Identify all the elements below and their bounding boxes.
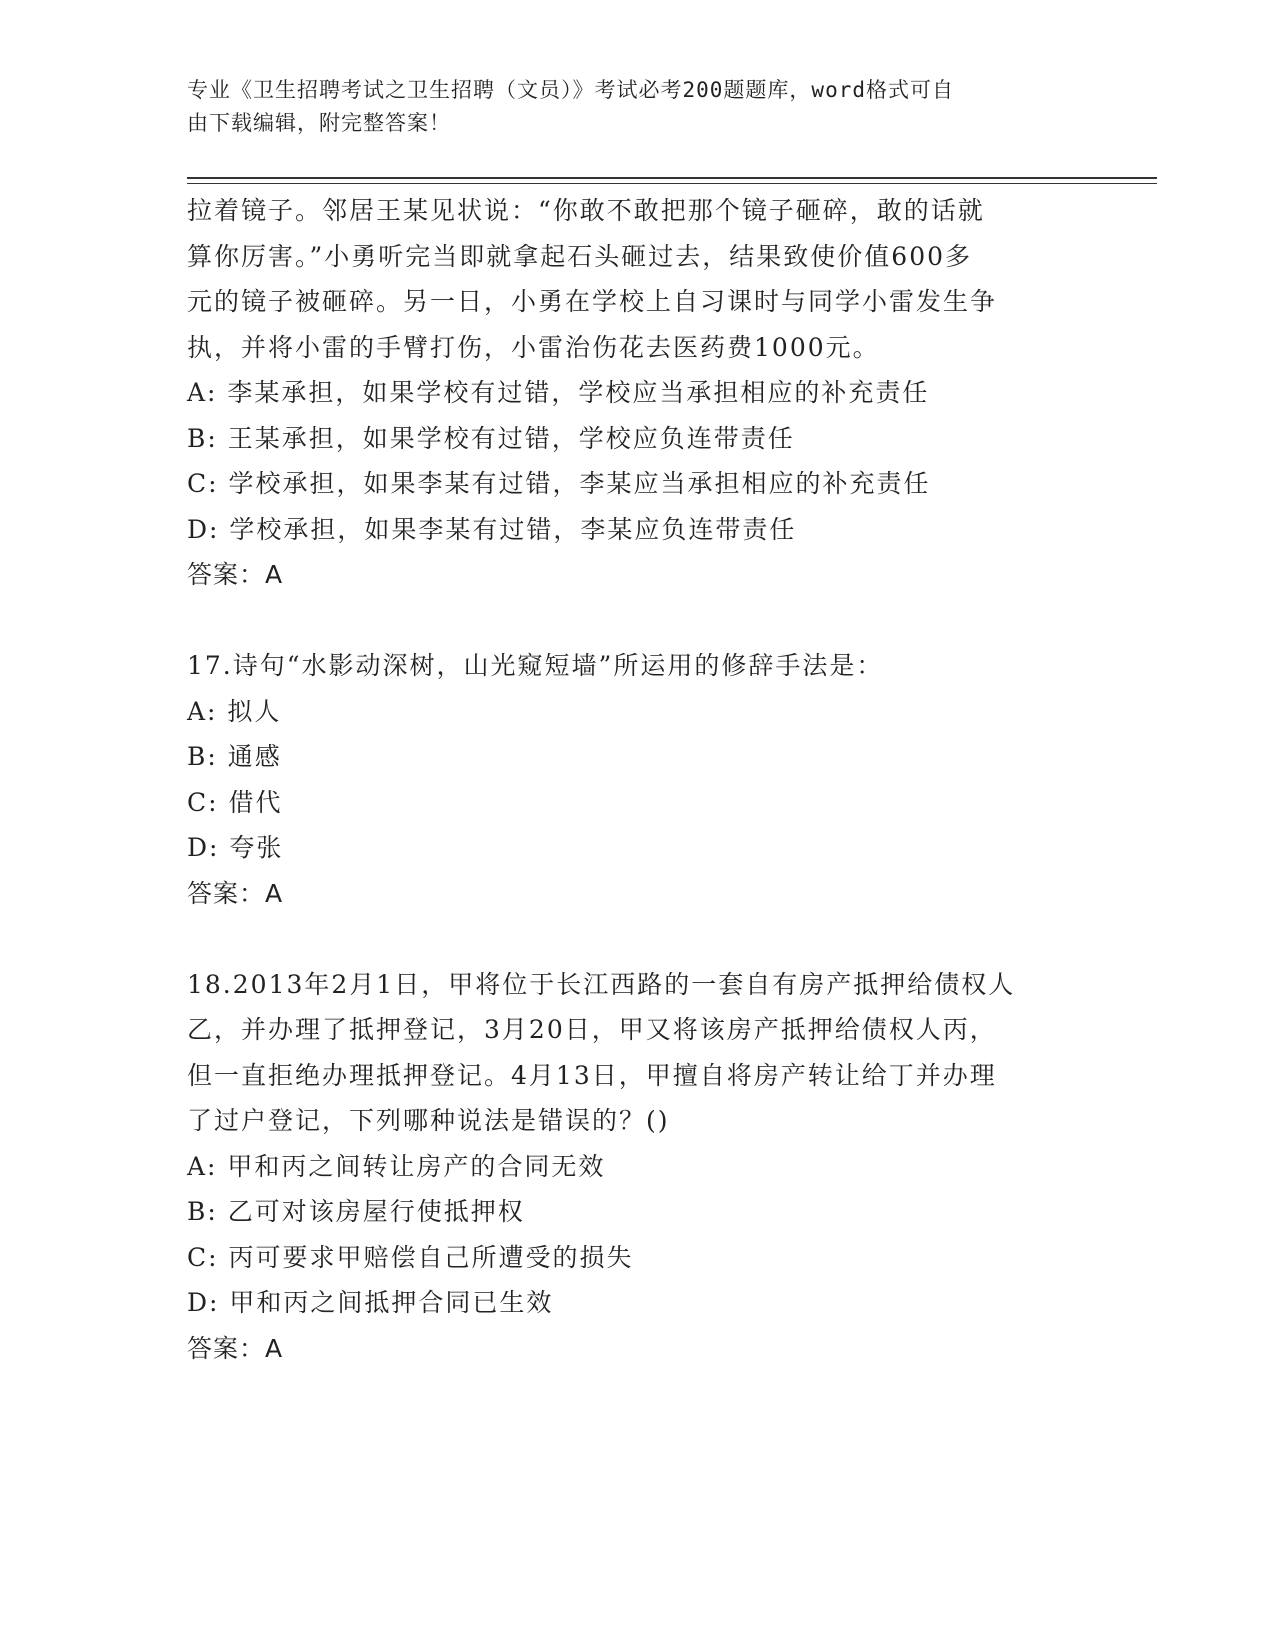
- spacer: [187, 598, 1087, 644]
- document-header: [187, 74, 1067, 140]
- answer-line: 答案：A: [187, 560, 284, 589]
- question-stem-line: 但一直拒绝办理抵押登记。4月13日，甲擅自将房产转让给丁并办理: [187, 1060, 997, 1090]
- option-a: A: 李某承担，如果学校有过错，学校应当承担相应的补充责任: [187, 378, 930, 407]
- option-b: B: 王某承担，如果学校有过错，学校应负连带责任: [187, 423, 795, 453]
- question-content: [187, 188, 1087, 1371]
- answer-line: 答案：A: [187, 1333, 284, 1363]
- option-a: A: 甲和丙之间转让房产的合同无效: [187, 1151, 606, 1181]
- option-d: D: 学校承担，如果李某有过错，李某应负连带责任: [187, 514, 797, 544]
- header-divider-thin: [187, 183, 1157, 184]
- question-stem-line: 了过户登记，下列哪种说法是错误的？(): [187, 1106, 670, 1135]
- option-c: C: 借代: [187, 787, 283, 817]
- question-16: [187, 188, 1087, 598]
- spacer: [187, 916, 1087, 962]
- option-b: B: 乙可对该房屋行使抵押权: [187, 1197, 525, 1226]
- question-18: [187, 962, 1087, 1372]
- answer-line: 答案：A: [187, 878, 284, 908]
- question-17: [187, 643, 1087, 916]
- question-stem-line: 算你厉害。”小勇听完当即就拿起石头砸过去，结果致使价值600多: [187, 241, 973, 271]
- question-stem-line: 执，并将小雷的手臂打伤，小雷治伤花去医药费1000元。: [187, 332, 880, 362]
- question-stem-line: 17.诗句“水影动深树，山光窥短墙”所运用的修辞手法是：: [187, 651, 884, 680]
- option-d: D: 夸张: [187, 833, 284, 862]
- header-line-1: 专业《卫生招聘考试之卫生招聘（文员）》考试必考200题题库，word格式可自: [187, 78, 954, 102]
- option-d: D: 甲和丙之间抵押合同已生效: [187, 1288, 554, 1317]
- question-stem-line: 18.2013年2月1日，甲将位于长江西路的一套自有房产抵押给债权人: [187, 969, 1016, 999]
- option-a: A: 拟人: [187, 696, 282, 726]
- option-c: C: 丙可要求甲赔偿自己所遭受的损失: [187, 1242, 634, 1272]
- question-stem-line: 元的镜子被砸碎。另一日，小勇在学校上自习课时与同学小雷发生争: [187, 287, 998, 316]
- header-line-2: 由下载编辑，附完整答案！: [187, 111, 451, 135]
- header-divider-thick: [187, 177, 1157, 179]
- option-b: B: 通感: [187, 742, 282, 771]
- question-stem-line: 拉着镜子。邻居王某见状说：“你敢不敢把那个镜子砸碎，敢的话就: [187, 196, 985, 225]
- option-c: C: 学校承担，如果李某有过错，李某应当承担相应的补充责任: [187, 469, 931, 498]
- question-stem-line: 乙，并办理了抵押登记，3月20日，甲又将该房产抵押给债权人丙，: [187, 1015, 997, 1044]
